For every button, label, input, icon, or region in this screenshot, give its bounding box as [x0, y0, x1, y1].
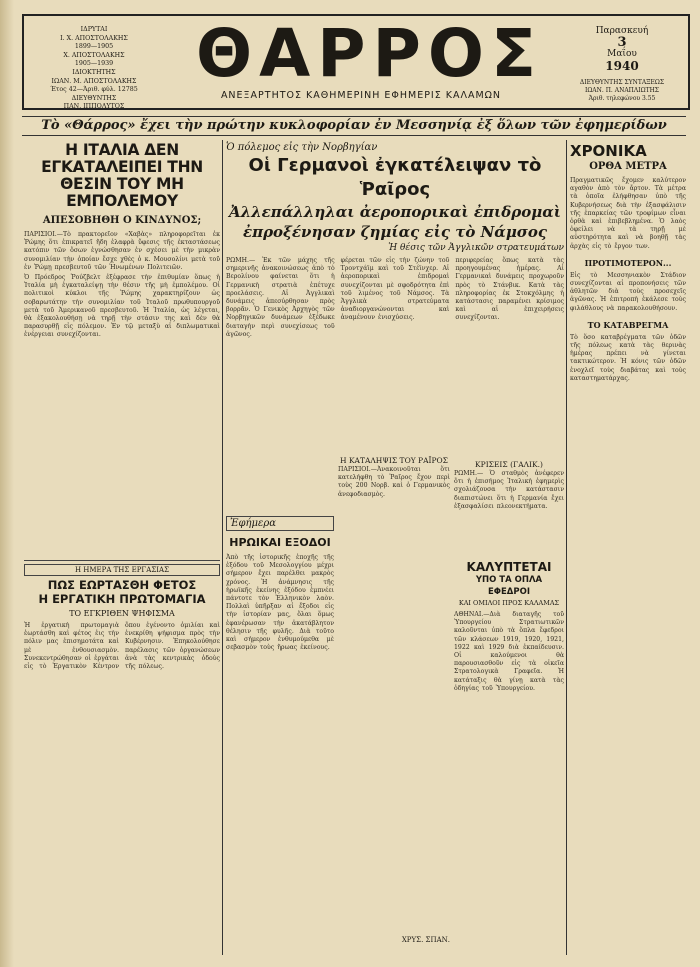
phone-number: Άριθ. τηλεφώνου 3.55 — [588, 95, 656, 102]
labor-day-article — [24, 564, 220, 671]
left-article-headline: Η ΙΤΑΛΙΑ ΔΕΝ ΕΓΚΑΤΑΛΕΙΠΕΙ ΤΗΝ ΘΕΣΙΝ ΤΟΥ ΜΗ ΕΜΠΟΛΕΜΟΥ — [41, 141, 203, 210]
norway-column-1: ΡΩΜΗ.— Ἐκ τῶν μάχης τῆς σημερινῆς ἀνακοινώσεως ἀπὸ τὸ Βερολίνου φαίνεται ὅτι ἡ Γερμανικὴ στρατιὰ ἐπέτυχε προελάσεις. Αἱ Ἀγγλικαὶ δυνάμεις ἀπεσύρθησαν πρὸς βορρᾶν. Ὁ Γενικὸς Ἀρχηγὸς τῶν Νορβηγικῶν δυνάμεων ἐξέδωκε διαταγὴν περὶ συνεχίσεως τοῦ ἀγῶνος. — [226, 257, 335, 338]
left-article-lead: ΠΑΡΙΣΙΟΙ.—Τὸ πρακτορεῖον «Χαβὰς» πληροφορεῖται ἐκ Ῥώμης ὅτι ἐπικρατεῖ ἤδη ἐλαφρὰ ὕφεσις τῆς ἐκταστάσεως κατόπιν τῶν ὅσων ἐγνώσθησαν ἐν σχέσει μὲ τὴν μικρὰν συνομιλίαν τὴν ὁποίαν ἔσχε χθὲς ὁ κ. Μουσολίνι μετὰ τοῦ ἐν Ῥώμῃ πρεσβευτοῦ τῶν Ἡνωμένων Πολιτειῶν. — [24, 231, 220, 271]
founded-label: ΙΔΡΥΤΑΙ — [80, 26, 108, 33]
labor-day-headline-1: ΠΩΣ ΕΩΡΤΑΣΘΗ ΦΕΤΟΣ — [47, 578, 197, 592]
norway-subhead: Ἡ θέσις τῶν Ἀγγλικῶν στρατευμάτων — [388, 243, 564, 253]
date-number: 3 — [617, 35, 627, 50]
date-month: Μαΐου — [607, 49, 637, 59]
page-edge — [0, 0, 14, 967]
newspaper-title: ΘΑΡΡΟΣ — [196, 15, 544, 92]
masthead-date-block — [562, 26, 682, 103]
norway-headline-3: ἐπροξένησαν ζημίας εἰς τὸ Νάμσος — [242, 223, 548, 241]
norway-headline-2: Ἀλλεπάλληλαι ἀεροπορικαὶ ἐπιδρομαὶ — [228, 203, 562, 221]
masthead — [22, 14, 690, 110]
norway-headline: Οἱ Γερμανοὶ ἐγκατέλειψαν τὸ Ῥαῖρος — [248, 155, 542, 200]
chronicles-headline: ΧΡΟΝΙΚΑ — [570, 142, 647, 160]
founder-years: 1899—1905 — [74, 43, 114, 51]
labor-day-subhead: ΤΟ ΕΓΚΡΙΘΕΝ ΨΗΦΙΣΜΑ — [69, 609, 175, 618]
date-day: Παρασκευή — [595, 26, 649, 36]
newspaper-subtitle: ΑΝΕΞΑΡΤΗΤΟΣ ΚΑΘΗΜΕΡΙΝΗ ΕΦΗΜΕΡΙΣ ΚΑΛΑΜΩΝ — [220, 90, 502, 101]
signature: ΧΡΥΣ. ΣΠΑΝ. — [401, 936, 450, 944]
chronicles-subhead: ΟΡΘΑ ΜΕΤΡΑ — [589, 161, 667, 172]
protimoteron-subhead: ΠΡΟΤΙΜΟΤΕΡΟΝ... — [584, 257, 672, 268]
circulation-banner: Τὸ «Θάρρος» ἔχει τὴν πρώτην κυκλοφορίαν ἐν Μεσσηνίᾳ ἐξ ὅλων τῶν ἐφημερίδων — [22, 116, 686, 136]
labor-day-headline-2: Η ΕΡΓΑΤΙΚΗ ΠΡΩΤΟΜΑΓΙΑ — [38, 592, 206, 606]
katabregma-body: Τὸ ὅσο καταβρέγματα τῶν ὁδῶν τῆς πόλεως κατὰ τὰς θερινὰς ἡμέρας πρέπει νὰ γίνεται τακτικώτερον. Ἡ κόνις τῶν ὁδῶν ἐνοχλεῖ τοὺς διαβάτας καὶ τοὺς καταστηματάρχας. — [570, 333, 686, 382]
reservists-headline-1: ΚΑΛΥΠΤΕΤΑΙ — [466, 560, 552, 574]
efimera-headline: ΗΡΩΙΚΑΙ ΕΞΟΔΟΙ — [229, 536, 331, 549]
efimera-label: Ἐφήμερα — [226, 516, 334, 531]
norway-column-2: φέρεται τῶν εἰς τὴν ζώνην τοῦ Τροντχάϊμ καὶ τοῦ Στέϊνχερ. Αἱ ἀεροπορικαὶ ἐπιδρομαὶ συνεχίζονται μὲ σφοδρότητα ἐπὶ τοῦ λιμένος τοῦ Νάμσος. Τὰ Ἀγγλικὰ στρατεύματα ἀναδιοργανώνονται καὶ ἀναμένουν ἐνισχύσεις. — [340, 257, 450, 322]
rairos-body: ΠΑΡΙΣΙΟΙ.—Ἀνακοινοῦται ὅτι κατελήφθη τὸ Ῥαῖρος ἔχον περὶ τοὺς 200 Νορβ. καὶ ὁ Γερμανικὸς ἀνεφοδιασμὸς. — [338, 466, 450, 498]
reservists-article — [454, 560, 564, 693]
left-article-subhead: ΑΠΕΣΟΒΗΘΗ Ο ΚΙΝΔΥΝΟΣ; — [42, 215, 202, 226]
chronicles-column — [570, 142, 686, 383]
krisis-article — [454, 460, 564, 511]
chronicles-body: Πραγματικῶς ἔχομεν καλύτερον αγαθὸν ἀπὸ τὸν ἄρτον. Τὰ μέτρα τὰ ὁποῖα ἐλήφθησαν ὑπὸ τῆς Κυβερνήσεως διὰ τὴν ἐξασφάλισιν τῆς ἐπαρκείας τῶν τροφίμων εἶναι ὀρθὰ καὶ ἐπιβεβλημένα. Ὁ λαὸς ὀφείλει νὰ τὰ τηρῇ μὲ αὐστηρότητα καὶ νὰ βοηθῇ τὰς ἀρχὰς εἰς τὸ ἔργον των. — [570, 177, 686, 250]
norway-war-article — [226, 141, 564, 339]
left-article-body: Ὁ Πρόεδρος Ῥούζβελτ ἐξέφρασε τὴν ἐπιθυμίαν ὅπως ἡ Ἰταλία μὴ ἐγκαταλείψῃ τὴν θέσιν τῆς μὴ ἐμπολέμου. Οἱ πολιτικοὶ κύκλοι τῆς Ῥώμης χαρακτηρίζουν ὡς σοβαρωτάτην τὴν συνομιλίαν τοῦ Ἰταλοῦ πρωθυπουργοῦ μετὰ τοῦ Ἀμερικανοῦ πρεσβευτοῦ. Ἡ Ἰταλία, ὡς λέγεται, θὰ ἐξακολουθήσῃ νὰ τηρῇ τὴν στάσιν της καὶ δὲν θὰ παρασυρθῇ εἰς πόλεμον. Ἐν τῷ μεταξὺ αἱ διπλωματικαὶ ἐνέργειαι συνεχίζονται. — [24, 274, 220, 339]
protimoteron-body: Εἰς τὸ Μεσσηνιακὸν Στάδιον συνεχίζονται αἱ προπονήσεις τῶν ἀθλητῶν διὰ τοὺς προσεχεῖς ἀγῶνας. Ἡ ἐπιτροπὴ ἐκάλεσε τοὺς φιλάθλους νὰ παρακολουθήσουν. — [570, 271, 686, 312]
left-divider — [24, 560, 220, 561]
director-label: ΔΙΕΥΘΥΝΤΗΣ — [71, 94, 117, 102]
left-article — [24, 142, 220, 340]
reservists-body: ΑΘΗΝΑΙ.—Διὰ διαταγῆς τοῦ Ὑπουργείου Στρατιωτικῶν καλοῦνται ὑπὸ τὰ ὅπλα ἔφεδροι τῶν κλάσεων 1919, 1920, 1921, 1922 καὶ 1929 διὰ ἐκπαίδευσιν. Οἱ καλούμενοι θὰ παρουσιασθοῦν εἰς τὰ οἰκεῖα Στρατολογικὰ Γραφεῖα. Ἡ κατάταξις θὰ γίνῃ κατὰ τὰς ὁδηγίας τοῦ Ὑπουργείου. — [454, 611, 564, 692]
column-rule-1 — [222, 140, 223, 955]
issue-number: Έτος 42—Άριθ. φύλ. 12785 — [50, 86, 138, 94]
efimera-body: Ἀπὸ τῆς ἱστορικῆς ἐποχῆς τῆς ἐξόδου τοῦ Μεσολογγίου μέχρι σήμερον ἔχει παρέλθει μακρὸς χρόνος. Ἡ ἀνάμνησις τῆς ἡρωϊκῆς ἐκείνης ἐξόδου ἐμπνέει πάντοτε τὸν Ἑλληνικὸν λαὸν. Πολλαὶ ὑπῆρξαν αἱ ἔξοδοι εἰς τὴν ἱστορίαν μας, ὅλαι ὅμως ἐφανέρωσαν τὴν ἀκατάβλητον θέλησιν τῆς φυλῆς. Διὰ τοῦτο καὶ σήμερον ἐνθυμούμεθα μὲ σεβασμὸν τοὺς ἥρωας ἐκείνους. — [226, 554, 334, 652]
labor-day-body: Ἡ ἐργατικὴ πρωτομαγιὰ ἑωρτάσθη καὶ φέτος ἐις τὴν πόλιν μας ἐπισημοτάτα καὶ μὲ ἐνθουσιασμὸν. Συνεκεντρώθησαν οἱ ἐργάται εἰς τὸ Ἐργατικὸν Κέντρον ὅπου ἐγένοντο ὁμιλίαι καὶ ἐνεκρίθη ψήφισμα πρὸς τὴν Κυβέρνησιν. Ἐπηκολούθησε παρέλασις τῶν ὀργανώσεων ἀνὰ τὰς κεντρικὰς ὁδοὺς τῆς πόλεως. — [24, 622, 220, 671]
rairos-article — [338, 456, 450, 499]
director-name: ΠΑΝ. ΙΠΠΟΛΥΤΟΣ — [63, 103, 125, 111]
editor-years: 1905—1939 — [74, 60, 114, 68]
owner-name: ΙΩΑΝ. Μ. ΑΠΟΣΤΟΛΑΚΗΣ — [51, 77, 137, 85]
labor-day-label: Η ΗΜΕΡΑ ΤΗΣ ΕΡΓΑΣΙΑΣ — [24, 564, 220, 576]
krisis-headline: ΚΡΙΣΕΙΣ (ΓΑΛΙΚ.) — [475, 460, 543, 469]
managing-editor-label: ΔΙΕΥΘΥΝΤΗΣ ΣΥΝΤΑΞΕΩΣ — [579, 79, 665, 86]
reservists-subhead: ΚΑΙ ΟΜΙΛΟΙ ΠΡΟΣ ΚΑΛΑΜΑΣ — [458, 599, 560, 607]
managing-editor-name: ΙΩΑΝ. Π. ΑΝΑΠΛΙΩΤΗΣ — [584, 87, 660, 94]
masthead-left-block — [30, 26, 158, 112]
norway-kicker: Ὁ πόλεμος εἰς τὴν Νορβηγίαν — [226, 142, 378, 153]
krisis-body: ΡΩΜΗ.— Ὁ σταθμὸς ἀνέφερεν ὅτι ἡ ἐπισήμος Ἰταλικὴ ἐφημερὶς σχολιάζουσα τὴν κατάστασιν διαπιστώνει ὅτι ἡ Γερμανία ἔχει ἐξασφαλίσει πλεονεκτήματα. — [454, 470, 564, 510]
efimera-article — [226, 516, 334, 652]
column-rule-2 — [566, 140, 567, 955]
katabregma-subhead: ΤΟ ΚΑΤΑΒΡΕΓΜΑ — [587, 319, 669, 330]
founder-name: Ι. Χ. ΑΠΟΣΤΟΛΑΚΗΣ — [60, 34, 128, 42]
reservists-headline-2: ΥΠΟ ΤΑ ΟΠΛΑ ΕΦΕΔΡΟΙ — [475, 575, 543, 597]
date-year: 1940 — [605, 59, 639, 73]
owner-label: ΙΔΙΟΚΤΗΤΗΣ — [72, 68, 116, 76]
norway-column-3: περιφερείας ὅπως κατὰ τὰς προηγουμένας ἡμέρας. Αἱ Γερμανικαὶ δυνάμεις προχωροῦν πρὸς τὸ Στάνβικ. Κατὰ τὰς πληροφορίας ἐκ Στοκχόλμης ἡ κατάστασις παραμένει κρίσιμος καὶ αἱ ἐπιχειρήσεις συνεχίζονται. — [455, 257, 565, 322]
rairos-headline: Η ΚΑΤΑΛΗΨΙΣ ΤΟΥ ΡΑΪΡΟΣ — [340, 456, 448, 465]
editor-name: Χ. ΑΠΟΣΤΟΛΑΚΗΣ — [63, 51, 125, 59]
